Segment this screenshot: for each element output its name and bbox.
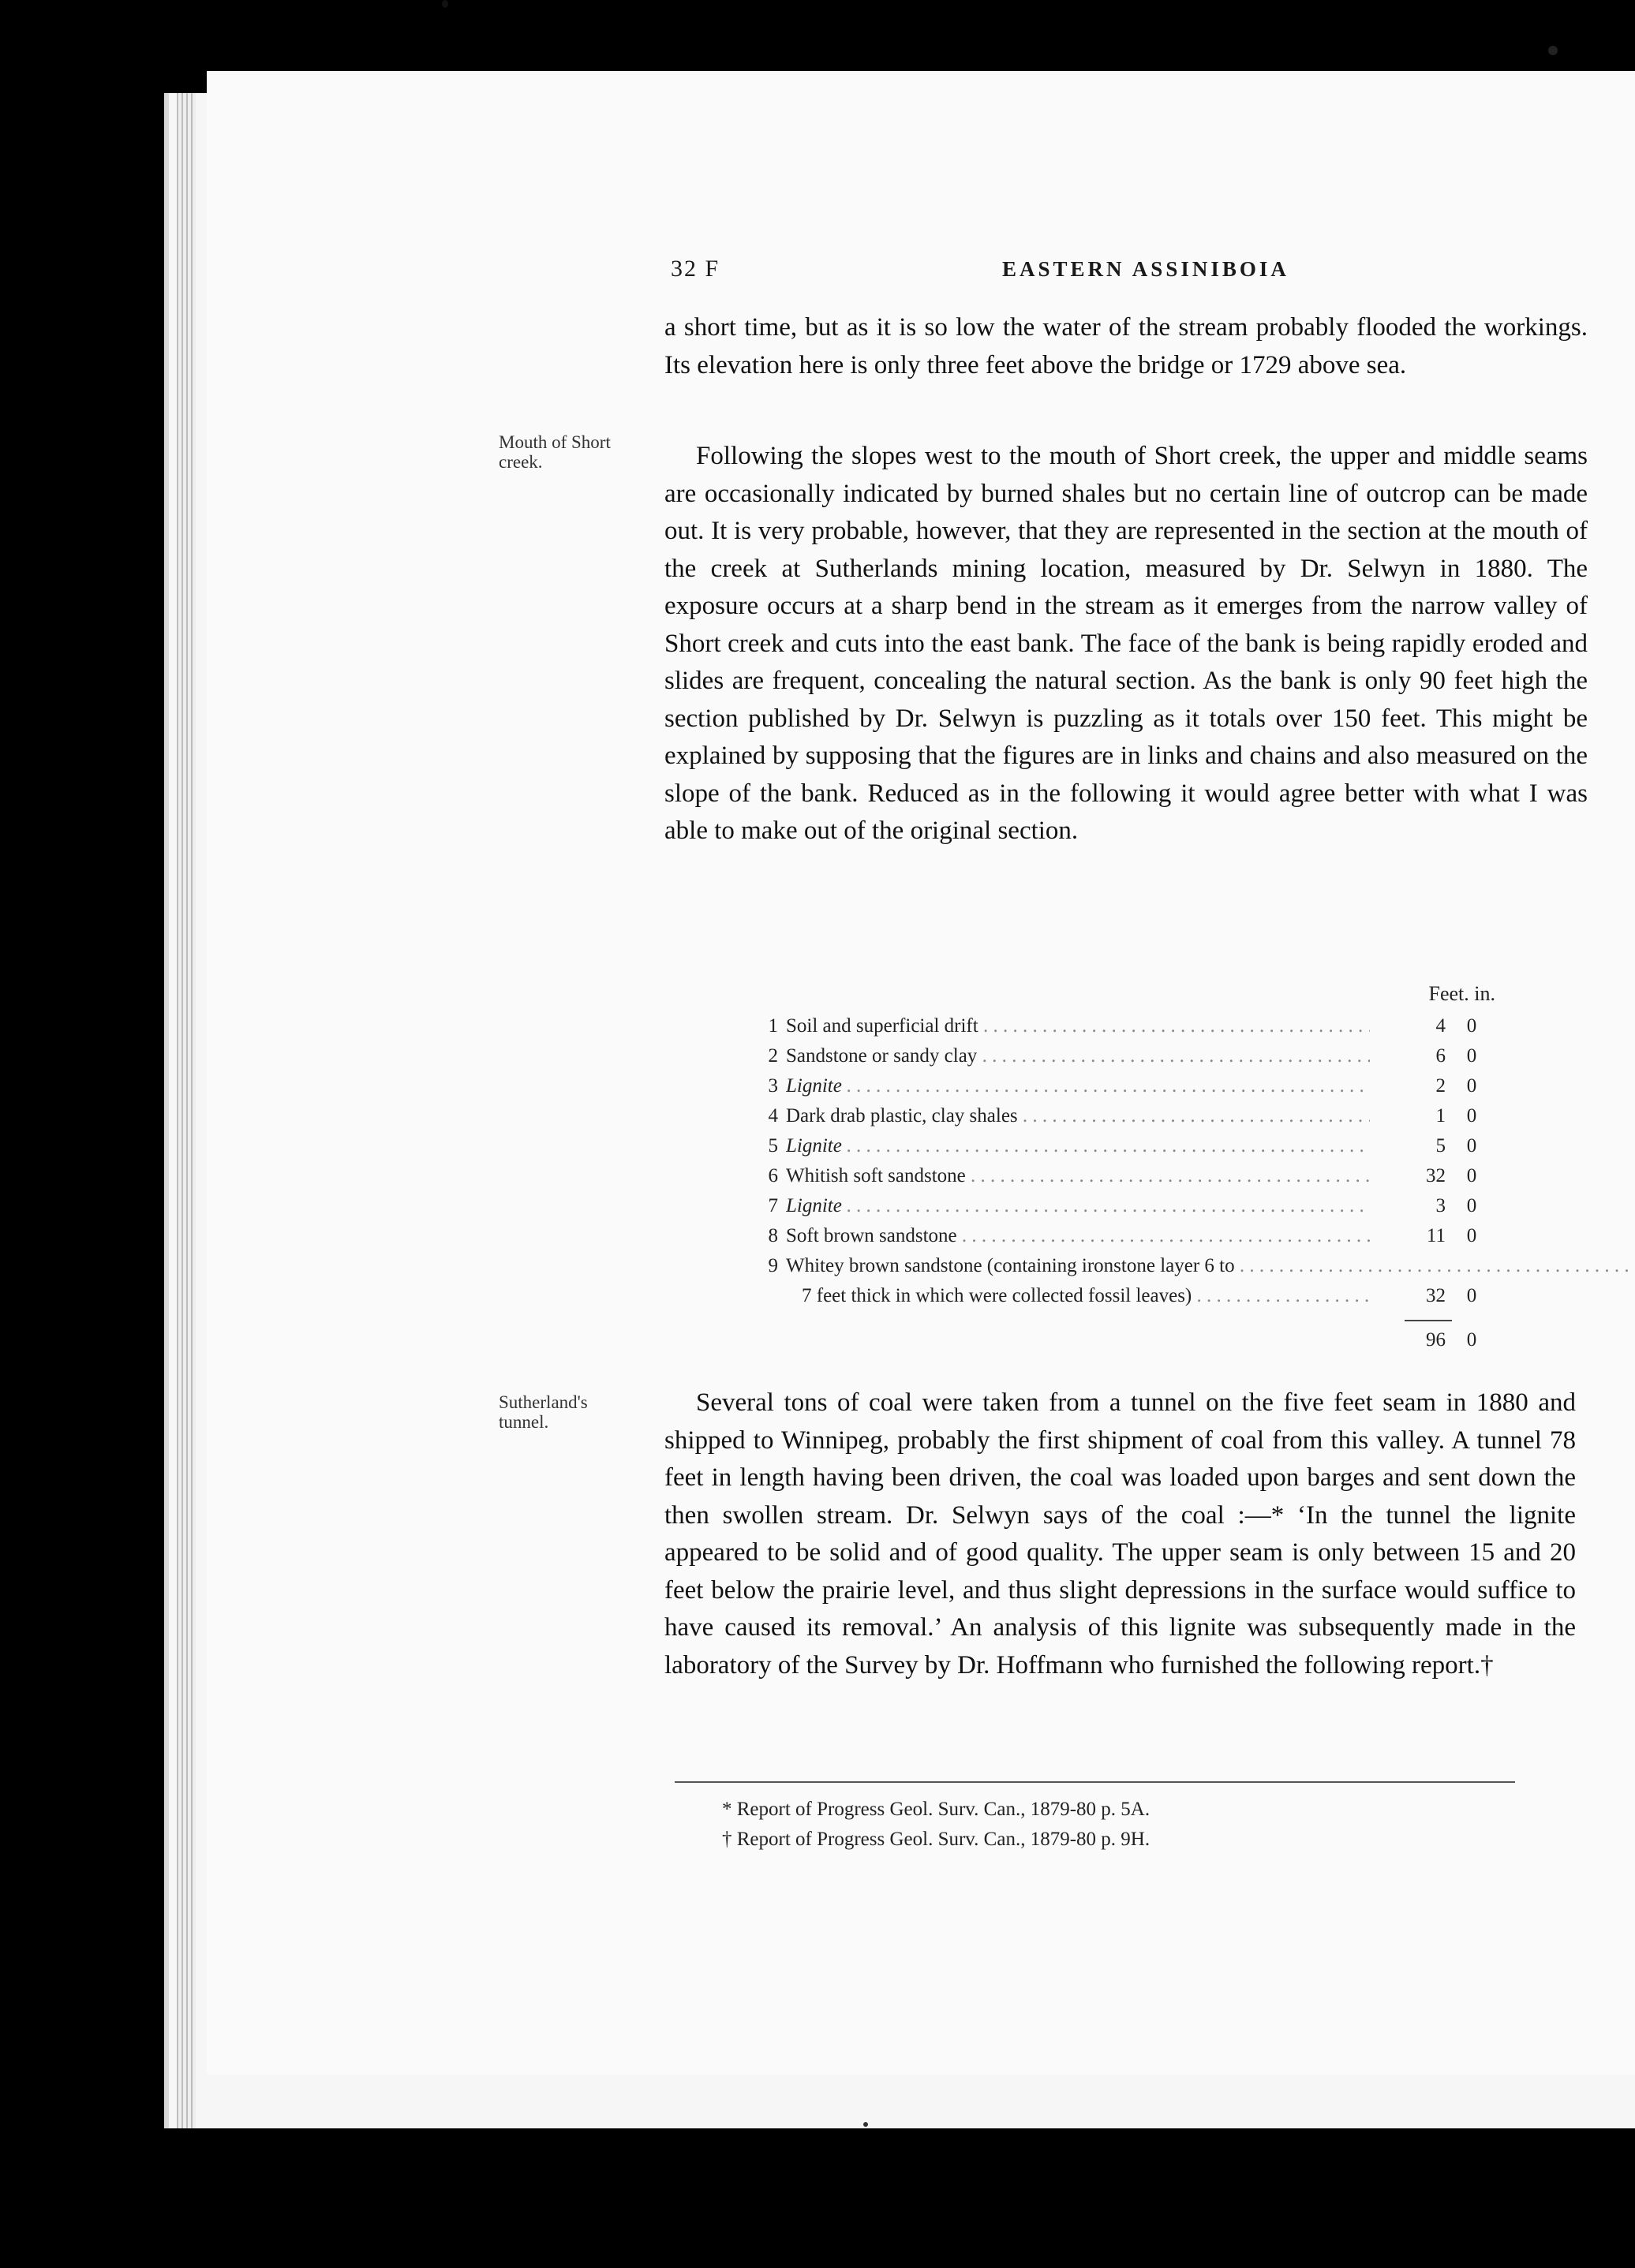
total-rule	[1405, 1320, 1452, 1321]
row-feet: 4	[1435, 1015, 1446, 1037]
row-inches: 0	[1466, 1285, 1477, 1306]
table-row	[758, 1255, 1495, 1283]
total-feet: 96	[1426, 1329, 1446, 1351]
row-number: 1	[768, 1015, 778, 1037]
row-number: 6	[768, 1165, 778, 1186]
row-label: Soil and superficial drift . . .	[786, 1015, 1370, 1044]
table-row-continuation	[758, 1285, 1495, 1313]
table-row	[758, 1165, 1495, 1194]
running-head	[671, 256, 1586, 287]
table-header: Feet. in.	[1428, 982, 1495, 1005]
running-title: EASTERN ASSINIBOIA	[1002, 257, 1289, 281]
row-feet: 32	[1426, 1285, 1446, 1306]
row-feet: 2	[1435, 1075, 1446, 1097]
row-label: Lignite . . .	[786, 1135, 1370, 1164]
paragraph-2: Following the slopes west to the mouth of Short creek, the upper and middle seams are occasionally indicated by burned shales but no certain line of outcrop can be made out. It is very probable, however, that they are represented in the section at the mouth of the creek at Sutherlands mining location, measured by Dr. Selwyn in 1880. The exposure occurs at a sharp bend in the stream as it emerges from the narrow valley of Short creek and cuts into the east bank. The face of the bank is being rapidly eroded and slides are frequent, concealing the natural section. As the bank is only 90 feet high the section published by Dr. Selwyn is puzzling as it totals over 150 feet. This might be explained by supposing that the figures are in links and chains and also measured on the slope of the bank. Reduced as in the following it would agree better with what I was able to make out of the original section.	[664, 442, 1588, 845]
margin-note-sutherlands-tunnel: Sutherland's tunnel.	[499, 1392, 588, 1432]
scan-speck	[442, 0, 448, 8]
table-row	[758, 1015, 1495, 1044]
row-label: Dark drab plastic, clay shales . . .	[786, 1105, 1370, 1134]
margin-note-mouth-of-short-creek: Mouth of Short creek.	[499, 432, 611, 472]
row-number: 4	[768, 1105, 778, 1127]
table-row	[758, 1225, 1495, 1254]
row-inches: 0	[1466, 1015, 1477, 1037]
total-inches: 0	[1466, 1329, 1477, 1351]
row-number: 7	[768, 1195, 778, 1216]
row-label: Whitey brown sandstone (containing ironstone layer 6 to . . .	[786, 1255, 1370, 1283]
paragraph-short-creek	[664, 438, 1588, 850]
row-label: Soft brown sandstone . . .	[786, 1225, 1370, 1254]
row-feet: 11	[1426, 1225, 1446, 1246]
scan-speck	[1548, 46, 1558, 55]
footnote-1: * Report of Progress Geol. Surv. Can., 1879-80 p. 5A.	[722, 1799, 1150, 1820]
footnotes	[722, 1795, 1432, 1855]
row-inches: 0	[1466, 1165, 1477, 1186]
paragraph-continuation	[664, 309, 1588, 384]
row-label: Lignite . . .	[786, 1195, 1370, 1224]
row-label: Sandstone or sandy clay . . .	[786, 1045, 1370, 1074]
paragraph-3: Several tons of coal were taken from a tunnel on the five feet seam in 1880 and shipped to Winnipeg, probably the first shipment of coal from this valley. A tunnel 78 feet in length having been driven, the coal was loaded upon barges and sent down the then swollen stream. Dr. Selwyn says of the coal :—* ‘In the tunnel the lignite appeared to be solid and of good quality. The upper seam is only between 15 and 20 feet below the prairie level, and thus slight depressions in the surface would suffice to have caused its removal.’ An analysis of this lignite was subsequently made in the laboratory of the Survey by Dr. Hoffmann who furnished the following report.†	[664, 1388, 1576, 1680]
footnote-rule	[675, 1781, 1515, 1783]
row-number: 2	[768, 1045, 778, 1067]
row-inches: 0	[1466, 1075, 1477, 1097]
row-inches: 0	[1466, 1105, 1477, 1127]
row-feet: 5	[1435, 1135, 1446, 1156]
table-row	[758, 1195, 1495, 1224]
paragraph-sutherlands-tunnel	[664, 1384, 1576, 1684]
row-inches: 0	[1466, 1195, 1477, 1216]
row-feet: 3	[1435, 1195, 1446, 1216]
table-row	[758, 1105, 1495, 1134]
row-inches: 0	[1466, 1045, 1477, 1067]
table-row	[758, 1045, 1495, 1074]
table-total-row	[758, 1329, 1495, 1358]
footnote-2: † Report of Progress Geol. Surv. Can., 1879-80 p. 9H.	[722, 1829, 1150, 1850]
scan-speck	[863, 2122, 868, 2127]
row-number: 3	[768, 1075, 778, 1097]
row-feet: 1	[1435, 1105, 1446, 1127]
row-inches: 0	[1466, 1135, 1477, 1156]
page-number: 32 F	[671, 256, 720, 282]
row-inches: 0	[1466, 1225, 1477, 1246]
row-number: 8	[768, 1225, 778, 1246]
row-feet: 6	[1435, 1045, 1446, 1067]
table-row	[758, 1135, 1495, 1164]
table-row	[758, 1075, 1495, 1104]
row-number: 9	[768, 1255, 778, 1276]
row-label: Whitish soft sandstone . . .	[786, 1165, 1370, 1194]
paragraph-1: a short time, but as it is so low the water of the stream probably flooded the workings. Its elevation here is only three feet above the bridge or 1729 above sea.	[664, 313, 1588, 379]
row-label: Lignite . . .	[786, 1075, 1370, 1104]
row-label-continuation: 7 feet thick in which were collected fossil leaves) . . .	[802, 1285, 1370, 1313]
row-feet: 32	[1426, 1165, 1446, 1186]
row-number: 5	[768, 1135, 778, 1156]
